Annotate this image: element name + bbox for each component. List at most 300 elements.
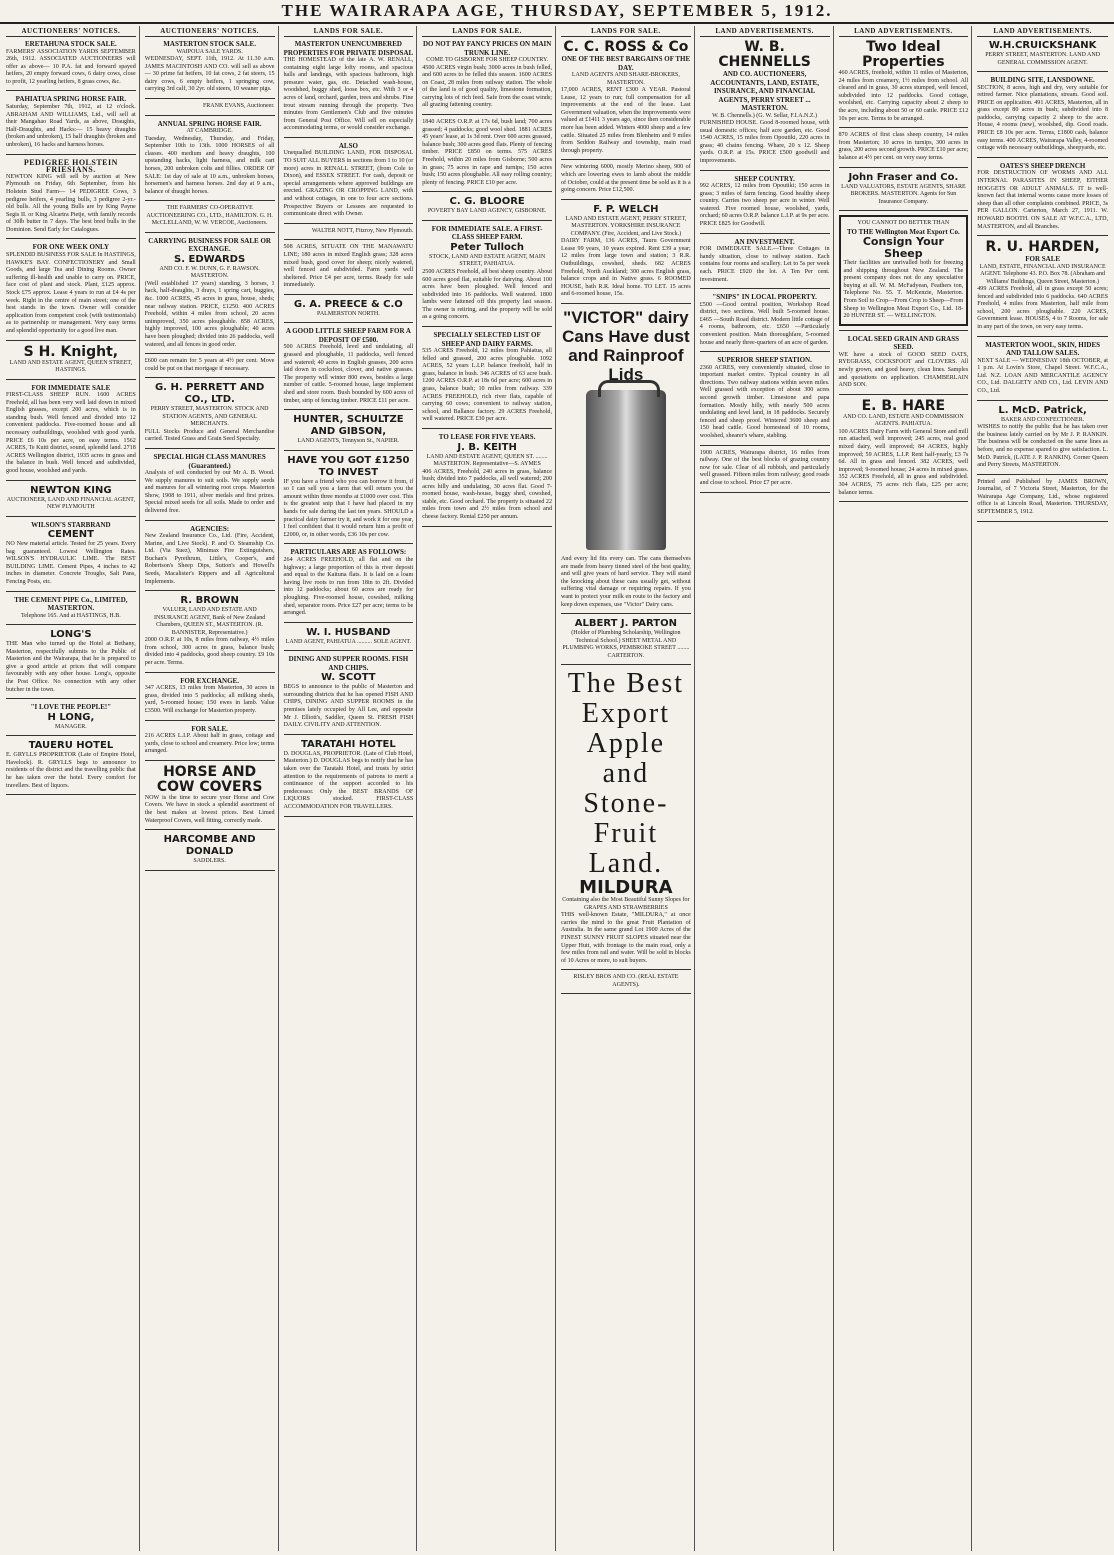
ad-section-title: PEDIGREE HOLSTEIN FRIESIANS. [23,157,118,175]
divider [6,591,136,592]
ad-body: E. GRYLLS PROPRIETOR (Late of Empire Hotel, Havelock). R. GRYLLS begs to announce to residents of the district and the travelling public that he has taken over the hotel. Every comfort for travellers. Best of liquors. [6,752,136,789]
advertisement [561,618,691,660]
ad-title: AND CO. AUCTIONEERS, ACCOUNTANTS, LAND, ESTATE, INSURANCE, AND FINANCIAL AGENTS, PERRY STREET ... MASTERTON. [710,70,819,112]
ad-subtitle: LAND AGENT, PAHIATUA .......... SOLE AGENT. [285,638,412,645]
advertisement [284,40,414,133]
advertisement [422,119,552,187]
advertisement [561,40,691,155]
ad-name: John Fraser and Co. [848,171,959,183]
column-heading: LAND ADVERTISEMENTS. [839,26,969,37]
advertisement [145,237,275,349]
divider [6,624,136,625]
divider [700,445,830,446]
divider [700,351,830,352]
ad-body: 870 ACRES of first class sheep country, 14 miles from Masterton; 10 acres in turnips, 300 acres in grass, 200 acres second growth. PRICE £10 per acre; balance at 4½ per cent. on very easy terms. [838,132,969,161]
ad-headline: HORSE AND COW COVERS [156,763,263,795]
divider [284,223,414,224]
ad-name: CEMENT [47,529,94,541]
divider [6,735,136,736]
advertisement [284,627,414,647]
ad-name: J. B. KEITH [457,441,517,453]
divider [561,159,691,160]
ad-name: LONG'S [50,629,92,641]
advertisement [422,40,552,110]
divider [145,98,275,99]
ad-title: FOR ONE WEEK ONLY [32,243,110,252]
ad-title: FOR SALE. [191,724,228,733]
advertisement [839,40,969,123]
ad-subtitle: PERRY STREET, MASTERTON. STOCK AND STATION AGENTS, AND GENERAL MERCHANTS. [150,406,269,428]
column-heading: LANDS FOR SALE. [561,26,691,37]
advertisement [284,414,414,446]
ad-name: W. I. HUSBAND [306,626,391,638]
ad-body: THE Man who turned up the Hotel at Bethany, Masterton, respectfully submits to the Public of Masterton and the Wairarapa, that he is prepared to give a good article at prices that will compare favourably with any other house. Long's, opposite the Post Office. No connection with any other butcher in the town. [6,641,136,693]
ad-body: WE have a stock of GOOD SEED OATS, RYEGRASS, COCKSFOOT and CLOVERS. All newly grown, and good heavy, clean lines. Samples and quotations on application. CHAMBERLAIN AND SON. [838,351,969,389]
ad-signature: WALTER NOTT, Fitzroy, New Plymouth. [311,227,414,234]
ad-headline: C. C. ROSS & Co [563,39,689,55]
ad-body: D. DOUGLAS, PROPRIETOR. (Late of Club Hotel, Masterton.) D. DOUGLAS begs to notify that he has taken over the Taratahi Hotel, and trusts by strict attention to the requirements of patrons to merit a continuance of the support accorded to his predecessor. Only the BEST BRANDS OF LIQUORS stocked. FIRST-CLASS ACCOMMODATION FOR TRAVELLERS. [283,750,414,810]
ad-title: FOR IMMEDIATE SALE [31,383,111,392]
advertisement [284,228,414,236]
ad-subtitle: LAND AGENTS, Tennyson St., NAPIER. [297,438,400,445]
ad-body: And every lid fits every can. The cans themselves are made from heavy tinned steel of the best quality, and will give years of hard service. They will stand the knocking about these cans usually get, without suffering vital damage or requiring repairs. If you want to protect your milk en route to the factory and keep down expenses, use "Victor" Dairy cans. [561,555,691,608]
ad-title: CARRYING BUSINESS FOR SALE OR EXCHANGE. [148,236,271,254]
advertisement [6,40,136,86]
advertisement [6,159,136,235]
advertisement [6,485,136,512]
ad-body: 2000 O.R.P. at 10s, 8 miles from railway, 4½ miles from school, 300 acres in grass, balance bush; divided into 4 paddocks, good sheep country. £9 10s per acre. Terms. [144,637,275,667]
column-8 [974,26,1111,1551]
divider [145,720,275,721]
advertisement [145,677,275,716]
column-heading: LAND ADVERTISEMENTS. [700,26,830,37]
ad-body: FURNISHED HOUSE. Good 8-roomed house, with usual domestic offices; half acre garden, etc. Good 1540 ACRES, 15 miles from Opoutiki, 220 acres in grass; 40 chains fencing. Whare, 20 x 12. Sheep yards. O.R.P. at 15s. PRICE £500 goodwill and improvements. [699,120,830,164]
divider [6,90,136,91]
divider [977,474,1108,475]
column-4 [419,26,556,1551]
ad-body: SECTION, 8 acres, high and dry, very suitable for retired farmer. Nice plantations, stream. Good soil. PRICE on application. 491 ACRES, Masterton, all in grass except 80 acres in bush; subdivided into 8 paddocks, carrying capacity 2 sheep to the acre. House, 4 rooms (new), woolshed, dip. Good roads. PRICE £8 10s per acre. Terms, £1800 cash, balance easy terms. 400 ACRES, Wairarapa Valley, 4-roomed cottage with necessary outbuildings, sheepyards, etc. [977,84,1108,152]
ad-name: HAVE YOU GOT £1250 TO INVEST [287,454,410,478]
ad-name: W.H.CRUICKSHANK [988,40,1097,51]
ad-body: NEXT SALE — WEDNESDAY 18th OCTOBER, at 1 p.m. At Lovin's Store, Chapel Street. W.F.C.A., Ltd. N.Z. LOAN AND MERCANTILE AGENCY CO., Ltd. DALGETY AND CO., Ltd. LEVIN AND CO., Ltd. [977,357,1108,395]
divider [839,501,969,502]
divider [145,448,275,449]
ad-name: C. G. BLOORE [449,196,525,208]
ad-title: A GOOD LITTLE SHEEP FARM FOR A DEPOSIT OF £500. [285,327,411,344]
column-2 [142,26,279,1551]
ad-subtitle: (Holder of Plumbing Scholarship, Wellington Technical School.) SHEET METAL AND PLUMBING WORKS, PEMBROKE STREET ........ CARTERTON. [562,630,690,659]
ad-subtitle: Telephone 165. And at HASTINGS, H.B. [21,612,121,619]
divider [6,238,136,239]
column-heading: AUCTIONEERS' NOTICES. [145,26,275,37]
ad-body: £600 can remain for 5 years at 4½ per cent. Move could be put on that mortgage if necessary. [144,358,275,372]
ad-subtitle: BAKER AND CONFECTIONER. [1001,416,1085,423]
divider [145,520,275,521]
advertisement [284,548,414,617]
ad-body: 100 ACRES Dairy Farm with General Store and mill run attached, well improved; 245 acres, real good mixed dairy, well improved; 84 ACRES, highly improved; 59 ACRES, L.I.P. Rent half-yearly, £3 7s 6d. All in grass and fenced. 382 ACRES, well improved; 9-roomed house; 24 acres in mixed grass. 352 ACRES Freehold, all in grass and subdivided. 304 ACRES, 75 acres rich flats, £25 per acre; balance terms. [838,428,969,496]
column-3 [281,26,418,1551]
ad-title: DO NOT PAY FANCY PRICES ON MAIN TRUNK LINE. [422,40,552,57]
advertisement [839,132,969,162]
ad-body: 406 ACRES, Freehold, 240 acres in grass, balance bush; divided into 7 paddocks, all well watered; 200 acres hilly and undulating, 30 acres flat. Good 7-roomed house, wash-house, buggy shed, cowshed, stable, etc. Good orchard. The property is situated 22 miles from town and 2½ miles from school and cheese factory. Rental £250 per annum. [422,468,552,521]
divider [284,543,414,544]
ad-subtitle: AND CO. F. W. DUNN, G. F. RAWSON. MASTERTON. [159,265,260,280]
divider [839,330,969,331]
ad-body: FOR DESTRUCTION OF WORMS AND ALL INTERNAL PARASITES IN SHEEP, EITHER HOGGETS OR ADULT ANIMALS. IT is well-known fact that internal worms cause more losses of sheep than all other complaints combined. PRICE, 3s PER GALLON. Carterton, March 27, 1911. W. HOWARD BOOTH. ON SALE AT W.F.C.A., LTD, MASTERTON, and all Branches. [977,170,1108,230]
advertisement [977,162,1108,231]
advertisement [839,172,969,207]
ad-subtitle: AND CO. LAND, ESTATE AND COMMISSION AGENTS. PAHIATUA. [843,413,964,428]
divider [145,672,275,673]
divider [145,232,275,233]
ad-subtitle: POVERTY BAY LAND AGENCY, GISBORNE. [427,208,547,215]
column-heading: LAND ADVERTISEMENTS. [977,26,1108,37]
advertisement [284,299,414,319]
advertisement [700,40,830,166]
advertisement [145,725,275,756]
advertisement [977,40,1108,67]
advertisement [977,76,1108,153]
ad-title: SHEEP COUNTRY. [734,174,795,183]
divider [700,492,830,493]
advertisement [6,596,136,621]
advertisement [145,595,275,667]
ad-subtitle: LAND VALUATORS, ESTATE AGENTS, SHARE BROKERS. MASTERTON. Agents for Sun Insurance Company. [841,183,966,205]
column-5 [558,26,695,1551]
ad-name: ALBERT J. PARTON [574,618,677,630]
ad-body: 500 ACRES Freehold, level and undulating, all grassed and ploughable, 11 paddocks, well fenced and watered; 40 acres in English grasses, 200 acres laid down in cocksfoot, clover, and native grasses. The property will winter 800 ewes, besides a large number of cattle. 5-roomed house, large implement shed and store room. Bush bounded by 600 acres of timber, strip of fencing timber. PRICE £11 per acre. [283,344,414,404]
advertisement [700,356,830,440]
ad-subtitle: PALMERSTON NORTH. [317,310,380,317]
column-heading: LANDS FOR SALE. [422,26,552,37]
advertisement [977,479,1108,517]
ad-title: FOR SALE [1025,255,1061,264]
ad-subtitle: COME TO GISBORNE FOR SHEEP COUNTRY. [426,57,549,63]
ad-body: 1900 ACRES, Wairarapa district, 16 miles from railway. One of the best blocks of grazing country now for sale. Clear of all rubbish, and particularly well grassed. Fifteen miles from railway; good roads and close to school. Price £7 per acre. [699,449,830,486]
divider [6,340,136,341]
ad-title: TO THE Wellington Meat Export Co. [846,227,960,236]
ad-title: SPECIALLY SELECTED LIST OF SHEEP AND DAIRY FARMS. [433,331,541,348]
ad-name: R. BROWN [180,595,239,607]
advertisement [561,164,691,194]
advertisement [145,40,275,94]
ad-title: ERETAHUNA STOCK SALE. [25,40,117,48]
ad-headline: W. B. CHENNELLS [718,39,811,70]
advertisement [284,739,414,812]
divider [284,137,414,138]
advertisement [700,238,830,284]
advertisement [561,974,691,989]
divider [145,353,275,354]
divider [145,377,275,378]
ad-body: (Well established 17 years) standing, 3 horses, 1 hack, half-draughts, 3 drays, 1 spring cart, buggies, &c. 1000 ACRES, 45 acres in grass, house, sheds; near railway station. PRICE, £1250. 400 ACRES Freehold, within 4 miles from school, 20 acres unimproved, 350 acres ploughable. 858 ACRES, highly improved, 100 acres ploughable; 40 acres have been ploughed; divided into 26 paddocks, well watered, and all fences in good order. [144,280,275,348]
ad-body: DAIRY FARM, 136 ACRES, Tauru Government Lease 99 years, 10 years expired. Rent £39 a year; 12 miles from large town and station; 3 R.R. Outbuildings, cowshed, sheds. 682 ACRES Freehold, North Auckland; 300 acres English grass, balance crops and in Native grass. 6 ROOMED HOUSE, bath R.R. Ideal home. TO LET. 15 acres and 6-roomed house, 15s. [561,238,691,298]
ad-name: Consign Your Sheep [862,235,944,261]
ad-name: G. H. PERRETT AND CO., LTD. [154,382,265,406]
ad-body: WISHES to notify the public that he has taken over the business lately carried on by Mr J. P. RANKIN. The business will be conducted on the same lines as before, and no expense spared to give satisfaction. L. McD. Patrick, (LATE J. P. RANKIN). Corner Queen and Perry Streets, MASTERTON. [977,424,1108,469]
ad-name: L. McD. Patrick, [998,404,1087,416]
advertisement [6,521,136,587]
ad-display-name: MILDURA [579,877,673,899]
ad-display-headline: The Best Export Apple and Stone-Fruit Land. [567,668,685,880]
ad-subtitle: THE FARMERS' CO-OPERATIVE AUCTIONEERING CO., LTD., HAMILTON. G. H. McCLELLAND, W. W. VERCOE, Auctioneers. [146,205,273,227]
ad-subtitle: LAND AND ESTATE AGENT, QUEEN STREET, HASTINGS. [9,359,133,373]
ad-signature: FRANK EVANS, Auctioneer. [202,102,275,109]
divider [145,115,275,116]
ad-name: H LONG, [47,711,95,723]
ad-title: OATES'S SHEEP DRENCH [999,161,1086,170]
ad-body: WEDNESDAY, SEPT. 11th, 1912. At 11.30 a.m. JAMES MACINTOSH AND CO. will sell as above— 30 prime fat heifers, 10 fat cows, 2 fat steers, 15 dairy cows, 6 empty heifers, 1 springing cow, carrying 3rd calf, 30 2yr. old steers, 10 weaner pigs. [144,56,275,93]
ad-body: New Zealand Insurance Co., Ltd. (Fire, Accident, Marine, and Live Stock). P. and O. Steamship Co. Ltd. (Via Suez), Minimax Fire Extinguishers, Buchan's Pyrethrum, Little's, Cooper's, and Robertson's Sheep Dips, Sutton's and Howell's Seeds, Macalister's Rippers and all Agricultural Implements. [144,533,275,585]
ad-body: 1840 ACRES O.R.P. at 17s 6d, bush land; 700 acres grassed; 4 paddocks; good wool shed. 1881 ACRES 45 years' lease, at 1s 3d rent. Over 600 acres grassed, balance bush; 300 acres good flats. Plenty of fencing timber. PRICE £850 on terms. 575 ACRES Freehold, within 20 miles from Gisborne; 500 acres in grass; 75 acres in rape and turnips; 150 acres bush; 150 acres ploughable. All easy rolling country; plenty of fencing. PRICE £10 per acre. [422,119,552,186]
advertisement [6,384,136,476]
ad-subtitle: LAND AGENTS AND SHARE-BROKERS, MASTERTON. [571,72,680,86]
ad-body: BEGS to announce to the public of Masterton and surrounding districts that he has opened FISH AND CHIPS, DINING AND SUPPER ROOMS in the premises lately occupied by All Lee, and opposite Mr J. Elliott's, Saddler, Queen St. FRESH FISH DAILY. CIVILITY AND ATTENTION. [283,684,414,729]
divider [700,233,830,234]
ad-body: Printed and Published by JAMES BROWN, Journalist, of 7 Victoria Street, Masterton, for the Wairarapa Age Company, Ltd., whose registered office is at Lincoln Road, Masterton. THURSDAY, SEPTEMBER 5, 1912. [977,478,1108,516]
divider [561,303,691,304]
advertisement [839,335,969,390]
ad-name: G. A. PREECE & C.O [293,298,403,310]
ad-title: PARTICULARS ARE AS FOLLOWS: [290,548,407,557]
ad-title: MASTERTON WOOL, SKIN, HIDES AND TALLOW SALES. [985,340,1101,358]
divider [6,516,136,517]
divider [977,521,1108,522]
ad-name: F. P. WELCH [593,203,659,215]
divider [839,210,969,211]
divider [6,794,136,795]
divider [284,734,414,735]
column-heading: AUCTIONEERS' NOTICES. [6,26,136,37]
ad-body: NEWTON KING will sell by auction at New Plymouth on Friday, 6th September, from his Holstein Stud Farm— 14 PEDIGREE Cows, 3 pedigree heifers, 4 yearling bulls, 3 pedigree 2-yr.-old bulls. All the young Bulls are by King Payne Segis II. or King Alcartra Pietje, with family records of 30lb butter in 7 days. The best bred bulls in the Dominion. Send Early for Catalogues. [6,173,136,233]
advertisement [284,655,414,730]
divider [977,235,1108,236]
divider [145,200,275,201]
ad-body: 499 ACRES Freehold, all in grass except 50 acres; fenced and subdivided into 6 paddocks. 640 ACRES Freehold, 4 miles from Masterton, half mile from school, 200 acres ploughable. 220 ACRES, Government lease. HOUSES, 4 to 7 Rooms, for sale in any part of the town, on very easy terms. [977,286,1108,331]
advertisement [839,215,969,326]
ad-body: Tuesday, Wednesday, Thursday, and Friday, September 10th to 13th. 1000 HORSES of all classes. 400 medium and heavy draughts, 100 upstanding hacks, light harness, and milk cart horses, 200 unbroken colts and fillies. ORDER OF SALE: 1st day of sale at 10 a.m., unbroken horses, horsemen's and harness horses. 2nd day at 9 a.m., balance of draught horses. [144,135,275,195]
divider [700,170,830,171]
ad-body: 2500 ACRES Freehold, all best sheep country. About 600 acres good flat, suitable for dairying. About 100 acres have been ploughed. Well fenced and subdivided into 16 paddocks. Well watered. 1800 lambs were fattened off this property last season. The owner is retiring, and the property will be sold as a going concern. [422,268,553,321]
ad-title: WILSON'S STARBRAND [31,520,111,529]
ad-title: THE CEMENT PIPE Co., LIMITED, MASTERTON. [14,595,128,613]
divider [284,294,414,295]
divider [977,336,1108,337]
advertisement [6,95,136,149]
ad-display-headline: "VICTOR" dairy Cans Have dust and Rainproof Lids [562,307,690,384]
advertisement [145,120,275,197]
ad-title: AN INVESTMENT. [734,237,795,246]
ad-body: FARMERS' ASSOCIATION YARDS SEPTEMBER 26th, 1912. ASSOCIATED AUCTIONEERS will offer as above— 10 P.A. fat and forward spayed heifers, 20 empty forward cows, 6 dairy cows, close to profit, 12 yearling heifers, 8 grass cows, &c. [6,48,136,85]
divider [145,590,275,591]
divider [561,613,691,614]
ad-title: TO LEASE FOR FIVE YEARS. [438,433,536,441]
ad-title: BUILDING SITE, LANSDOWNE. [990,76,1095,84]
ad-title: MASTERTON UNENCUMBERED PROPERTIES FOR PRIVATE DISPOSAL [283,40,414,57]
advertisement [6,345,136,375]
ad-body: THIS well-known Estate, "MILDURA," at once carries the mind to the great Fruit Plantation of Australia. In the same grand Lot 1900 Acres of the FINEST SUNNY FRUIT SLOPES situated near the Upper Hutt, with frontage to the main road, only a few miles from rail and water. Will be sold in blocks of 10 Acres or more, to suit buyers. [561,912,691,964]
ad-body: Analysis of soil conducted by our Mr A. B. Wood. We supply manures to suit soils. We supply seeds and manures for all wintering root crops. Masterton Show, 1908 to 1911, silver medals and first prizes. Special mixed seeds for all soils. Made to order and delivered free. [144,470,275,514]
divider [839,167,969,168]
advertisement [700,293,830,347]
advertisement [6,740,136,790]
divider [145,870,275,871]
ad-subtitle: SADDLERS. [193,858,226,865]
advertisement [977,341,1108,396]
ad-body: £500 —Good central position, Workshop Road district, two sections. Well built 5-roomed house. £465 —South Road district. Modern little cottage of 4 rooms, bathroom, etc. £650 —Particularly convenient position. Main thoroughfare, 5-roomed house and nearly three-quarters of an acre of garden. [699,301,830,346]
divider [700,288,830,289]
ad-body: 17,000 ACRES, RENT £300 A YEAR. Pastoral Lease, 12 years to run; full compensation for all improvements at the end of the lease. Last Government valuation, when the improvements were valued at £1411 3 years ago, since then considerable more has been added. Winters 4000 sheep and a few cattle. Situated 25 miles from Blenheim and 9 miles from Seddon Railway and township, main road through property. [561,87,691,154]
ad-body: Saturday, September 7th, 1912, at 12 o'clock. ABRAHAM AND WILLIAMS, Ltd., will sell at their Mangahao Road Yards, as above, Draughts, Half-Draughts, and Hacks:— 15 heavy draughts (broken and unbroken), 15 half draughts (broken and unbroken), 16 hacks and harness horses. [6,103,136,148]
divider [422,114,552,115]
ad-body: 460 ACRES, freehold, within 11 miles of Masterton, 24 miles from creamery, 1½ miles from school. All cleared and in grass, 30 acres stumped, well fenced, subdivided into 12 paddocks. Good cottage, woolshed, etc. Carrying capacity about 2 sheep to the acre, including about 50 or 60 cattle. PRICE £12 10s per acre. Terms to be arranged. [838,70,969,122]
ad-subtitle: PERRY STREET, MASTERTON. LAND AND GENERAL COMMISSION AGENT. [985,52,1101,66]
ad-body: 347 ACRES, 13 miles from Masterton, 30 acres in grass, divided into 5 paddocks; all milking sheds, yard, 5-roomed house; 150 ewes in lamb. Value £3500. Will exchange for Masterton property. [144,685,275,714]
divider [839,127,969,128]
ad-body: FULL Stocks Produce and General Merchandise carried. Tested Grass and Grain Seed Specialty. [144,428,275,443]
ad-headline: E. B. HARE [861,397,946,414]
divider [145,760,275,761]
divider [6,379,136,380]
divider [422,326,552,327]
ad-subtitle: AT CAMBRIDGE. [186,128,233,135]
advertisement [145,358,275,373]
ad-body: 992 ACRES, 12 miles from Opoutiki; 150 acres in grass; 3 miles of farm fencing. Good healthy sheep country. Carries two sheep per acre in winter. Well watered. Five roomed house, woolshed, yards, orchard; 60 acres O.R.P. balance L.I.P. at 9s per acre. PRICE £825 for Goodwill. [699,183,830,228]
ad-subtitle: LAND AND ESTATE AGENT, QUEEN ST. ........ MASTERTON. Representative—S. AYMES [426,453,548,467]
divider [561,199,691,200]
divider [284,450,414,451]
ad-subtitle: RISLEY BROS AND CO. (REAL ESTATE AGENTS). [573,974,679,988]
dairy-can-illustration [586,390,666,550]
advertisement [6,243,136,335]
ad-title: "I LOVE THE PEOPLE!" [30,703,112,712]
ad-body: THE HOMESTEAD of the late A. W. RENALL, containing eight large lofty rooms, and spacious halls and landings, with spacious bathroom, high pressure water, gas, etc. Detached wash-house, woodshed, buggy shed, loose box, etc. With 3 or 4 acres of land, orchard, garden, trees and shrubs. Fine trout stream running through the property. Two minutes from Gentlemen's Club and five minutes from General Post Office. Will sell on especially accommodating terms, or would consider exchange. [283,57,414,132]
ad-title: SUPERIOR SHEEP STATION. [717,356,812,365]
ad-title: FOR EXCHANGE. [180,676,239,685]
advertisement [145,382,275,444]
ad-subtitle: AUCTIONEER, LAND AND FINANCIAL AGENT, NEW PLYMOUTH [6,496,136,511]
ad-title: LOCAL SEED GRAIN AND GRASS SEED. [847,334,959,352]
advertisement [977,405,1108,470]
column-heading: LANDS FOR SALE. [284,26,414,37]
ad-name: HUNTER, SCHULTZE AND GIBSON, [293,414,404,438]
ad-body: Their facilities are unrivalled both for freezing and shipping throughout New Zealand. The present company does not do any speculative buying at all. W. M. McFadyean, Feathers ton, Telephone No. 55. T. McKenzie, Masterton. From Soil to Crop—From Crop to Sheep—From Sheep to Wellington Meat Export Co., Ltd. 18-20 HUNTER ST. — WELLINGTON. [843,260,964,320]
ad-name: TARATAHI HOTEL [301,738,396,750]
ad-name: S. EDWARDS [174,253,246,265]
advertisement [284,455,414,540]
divider [839,394,969,395]
advertisement [422,433,552,522]
divider [977,71,1108,72]
advertisement [145,103,275,111]
advertisement [6,629,136,694]
advertisement [145,205,275,228]
column-6 [697,26,834,1551]
ad-name: W. SCOTT [321,672,376,684]
advertisement [145,834,275,866]
divider [422,428,552,429]
ad-subtitle: LAND, ESTATE, FINANCIAL AND INSURANCE AGENT. Telephone 43. P.O. Box 78. (Abraham and Williams' Buildings, Queen Street, Masterton.) [979,263,1106,285]
advertisement [145,453,275,516]
ad-title: SPECIAL HIGH CLASS MANURES (Guaranteed.) [153,453,266,470]
divider [284,409,414,410]
columns-container [3,26,1111,1551]
ad-body: IF you have a friend who you can borrow it from, if so I can sell you a farm that will return you the amount within three months at £1000 over cost. This is the greatest snip that I have had placed in my hands for sale during the last ten years. SHOULD a practical dairy farmer try it, and work it for one year, I feel confident that it would return him a profit of £2000, or, in other words, £36 10s per cow. [283,478,414,538]
ad-subtitle: WAIPOUA SALE YARDS. [176,48,243,55]
ad-subtitle: STOCK, LAND AND ESTATE AGENT, MAIN STREET, PAHIATUA. [429,253,546,268]
ad-name: TAUERU HOTEL [28,740,114,752]
divider [6,480,136,481]
divider [284,650,414,651]
ad-title: ONE OF THE BEST BARGAINS OF THE DAY. [561,55,691,72]
ad-body: NOW is the time to secure your Horse and Cow Covers. We have in stock a splendid assortment of the best makes at lowest prices. Best Limed Waterproof Covers, well fitting, correctly made. [144,794,275,824]
ad-body: New wintering 6000, mostly Merino sheep, 900 of which are lowering ewes to lamb about the middle of October, could at the present time be sold as it is a going concern. Price £12,500. [561,164,691,194]
advertisement [6,703,136,731]
column-1 [3,26,140,1551]
ad-body: 508 ACRES, SITUATE ON THE MANAWATU LINE; 180 acres in mixed English grass; 328 acres mixed bush, good cover for sheep; nicely watered, well fenced and subdivided. Farm yards well sheltered. Price £4 per acre, terms. Ready for sale immediately. [283,244,414,289]
advertisement [839,399,969,497]
ad-name: Peter Tulloch [450,241,524,253]
ad-body: 4500 ACRES virgin bush; 3000 acres in bush felled, and 600 acres to be felled this season. 1600 ACRES on Coast, 28 miles from railway station. The whole of the land is of good quality, limestone formation, carrying lots of rich feed. Safe from the coast winds; all grazing fattening country. [422,64,552,109]
ad-title: "SNIPS" IN LOCAL PROPERTY. [712,293,817,302]
ad-body: 535 ACRES Freehold, 12 miles from Pahiatua, all felled and grassed, 200 acres ploughable. 1092 ACRES, 52 years L.I.P. balance freehold, half in grass, balance in bush. 346 ACRES of 63 acre bush. 1200 ACRES O.R.P. at 18s 6d per acre; 600 acres in grass, balance bush; 10 miles from railway. 339 ACRES FREEHOLD, rich river flats, capable of carrying 60 cows; convenient to railway station, school, and Ballance factory. 29 ACRES Freehold, well watered. PRICE £30 per acre. [422,348,552,423]
divider [6,154,136,155]
masthead: THE WAIRARAPA AGE, THURSDAY, SEPTEMBER 5, 1912. [0,0,1114,24]
divider [977,400,1108,401]
advertisement [561,308,691,609]
divider [284,322,414,323]
ad-title: PAHIATUA SPRING HORSE FAIR. [15,95,127,104]
ad-subtitle: W. B. Chennells.) (G. W. Sellar, F.I.A.N.Z.) [712,112,818,119]
ad-name: NEWTON KING [30,484,112,496]
divider [561,993,691,994]
ad-body: Unequalled BUILDING LAND, FOR DISPOSAL TO SUIT ALL BUYERS in sections from 1 to 10 (or more) acres in RENALL STREET, (from Cole to Dixon), and ESSEX STREET. For cash, deposit or special arrangements where approved buildings are erected. GRAZING OR CROPPING LAND, with and without cottages, in one to four acre sections. Prospective Buyers or Lessees are requested to communicate direct with Owner. [283,150,414,218]
advertisement [977,240,1108,332]
ad-subtitle: MANAGER. [54,723,87,730]
divider [561,969,691,970]
advertisement [700,175,830,229]
ad-name: HARCOMBE AND DONALD [163,834,256,858]
ad-title: FOR IMMEDIATE SALE. A FIRST-CLASS SHEEP FARM. [431,224,543,242]
divider [977,157,1108,158]
advertisement [284,142,414,219]
divider [6,698,136,699]
ad-body: FIRST-CLASS SHEEP RUN. 1600 ACRES Freehold, all has been very well laid down in mixed English grasses, except 200 acres, which is in standing bush. Well fenced and divided into 12 convenient paddocks. Five-roomed house and all necessary outbuildings, woolshed with good yards. PRICE £6 10s per acre, on easy terms. 1562 ACRES, Te Kuiti district, sound, splendid land. 2718 ACRES Wellington district, 1935 acres in grass and the balance in bush. Well fenced and subdivided, good house, woolshed and yards. [6,392,136,474]
ad-title: ALSO [338,141,358,150]
advertisement [422,331,552,424]
divider [422,191,552,192]
advertisement [284,244,414,290]
ad-title: DINING AND SUPPER ROOMS. FISH AND CHIPS. [288,655,409,672]
ad-tagline: YOU CANNOT DO BETTER THAN [857,220,950,227]
ad-headline: S H. Knight, [23,343,119,360]
ad-body: NO New material article. Tested for 25 years. Every bag guaranteed. Lowest Wellington Rates. WILSON'S HYDRAULIC LIME. The BEST BUILDING LIME. Cement Pipes, 4 inches to 42 inches in diameter. Concrete Troughs, Salt Pans, Fencing Posts, etc. [6,541,136,585]
divider [284,816,414,817]
divider [422,220,552,221]
ad-title: ANNUAL SPRING HORSE FAIR. [157,119,262,128]
divider [561,664,691,665]
ad-body: FOR IMMEDIATE SALE.—Three Cottages in handy situation, close to railway station. Each contains four rooms and scullery. Let to 5s per week each. PRICE £920 the lot. A Ten Per cent. investment. [699,246,830,283]
advertisement [145,765,275,825]
divider [145,829,275,830]
advertisement [422,196,552,216]
divider [284,622,414,623]
ad-subtitle: LAND AND ESTATE AGENT, PERRY STREET, MASTERTON. YORKSHIRE INSURANCE COMPANY. (Fire, Accident, and Live Stock.) [565,215,687,237]
ad-title: MASTERTON STOCK SALE. [163,40,256,48]
advertisement [422,225,552,322]
ad-subtitle: Containing also the Most Beautiful Sunny Slopes for GRAPES AND STRAWBERRIES [562,897,690,911]
ad-body: 264 ACRES FREEHOLD, all flat and on the highway; a large proportion of this is river deposit and equal to the Kaituna flats. It is laid on a loam having live roots to run from 18in to 2ft. Divided into 12 paddocks; about 60 acres are ready for ploughing. Five-roomed house, cowshed, milking shed, separator room. Price £27 per acre; terms to be arranged. [283,556,414,617]
